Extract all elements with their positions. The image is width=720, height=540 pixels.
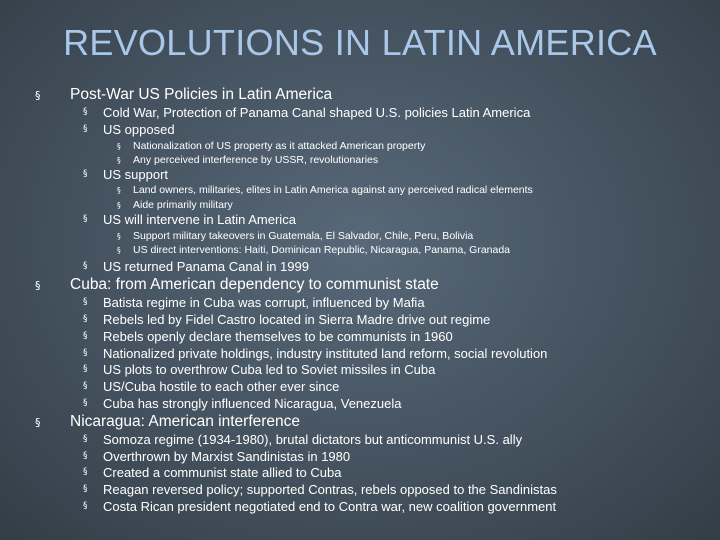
bullet-icon: §: [117, 142, 121, 151]
bullet-icon: §: [83, 398, 88, 408]
bullet-icon: §: [117, 232, 121, 241]
list-item-text: Costa Rican president negotiated end to Contra war, new coalition government: [103, 499, 557, 514]
list-item-text: Rebels openly declare themselves to be communists in 1960: [103, 329, 453, 344]
slide-title: REVOLUTIONS IN LATIN AMERICA: [63, 22, 657, 63]
bullet-icon: §: [83, 364, 88, 374]
sub-list-item-text: US direct interventions: Haiti, Dominican Republic, Nicaragua, Panama, Granada: [133, 244, 511, 256]
sub-list-item-text: Support military takeovers in Guatemala, El Salvador, Chile, Peru, Bolivia: [133, 230, 474, 242]
section-heading-text: Post-War US Policies in Latin America: [70, 86, 333, 103]
bullet-icon: §: [83, 124, 88, 134]
bullet-icon: §: [35, 279, 41, 292]
bullet-icon: §: [117, 186, 121, 195]
bullet-icon: §: [83, 381, 88, 391]
bullet-icon: §: [83, 107, 88, 117]
bullet-icon: §: [117, 246, 121, 255]
list-item-text: Reagan reversed policy; supported Contras, rebels opposed to the Sandinistas: [103, 482, 557, 497]
sub-list-item-text: Land owners, militaries, elites in Latin America against any perceived radical elements: [133, 184, 533, 196]
list-item-text: Cold War, Protection of Panama Canal shaped U.S. policies Latin America: [103, 105, 531, 120]
list-item-text: Overthrown by Marxist Sandinistas in 1980: [103, 449, 351, 464]
list-item-text: US opposed: [103, 122, 175, 137]
bullet-icon: §: [83, 169, 88, 179]
bullet-icon: §: [117, 201, 121, 210]
list-item-text: Rebels led by Fidel Castro located in Sierra Madre drive out regime: [103, 312, 491, 327]
bullet-icon: §: [83, 501, 88, 511]
section-heading-text: Nicaragua: American interference: [70, 413, 301, 430]
list-item-text: US will intervene in Latin America: [103, 212, 296, 227]
bullet-icon: §: [35, 416, 41, 429]
list-item-text: Somoza regime (1934-1980), brutal dictators but anticommunist U.S. ally: [103, 432, 523, 447]
bullet-icon: §: [83, 297, 88, 307]
list-item-text: Nationalized private holdings, industry instituted land reform, social revolution: [103, 346, 548, 361]
bullet-icon: §: [83, 314, 88, 324]
list-item-text: US returned Panama Canal in 1999: [103, 259, 309, 274]
list-item-text: US support: [103, 167, 169, 182]
sub-list-item-text: Any perceived interference by USSR, revolutionaries: [133, 154, 379, 166]
list-item-text: Cuba has strongly influenced Nicaragua, Venezuela: [103, 396, 402, 411]
list-item-text: US plots to overthrow Cuba led to Soviet missiles in Cuba: [103, 362, 436, 377]
bullet-icon: §: [83, 348, 88, 358]
bullet-icon: §: [83, 261, 88, 271]
sub-list-item-text: Aide primarily military: [133, 199, 233, 211]
bullet-icon: §: [83, 451, 88, 461]
section-heading-text: Cuba: from American dependency to communist state: [70, 276, 439, 293]
list-item-text: Created a communist state allied to Cuba: [103, 465, 342, 480]
bullet-icon: §: [83, 434, 88, 444]
list-item-text: Batista regime in Cuba was corrupt, influenced by Mafia: [103, 295, 425, 310]
sub-list-item-text: Nationalization of US property as it attacked American property: [133, 140, 426, 152]
bullet-icon: §: [35, 89, 41, 102]
bullet-icon: §: [83, 484, 88, 494]
bullet-icon: §: [117, 156, 121, 165]
bullet-icon: §: [83, 214, 88, 224]
bullet-icon: §: [83, 331, 88, 341]
list-item-text: US/Cuba hostile to each other ever since: [103, 379, 340, 394]
bullet-icon: §: [83, 467, 88, 477]
